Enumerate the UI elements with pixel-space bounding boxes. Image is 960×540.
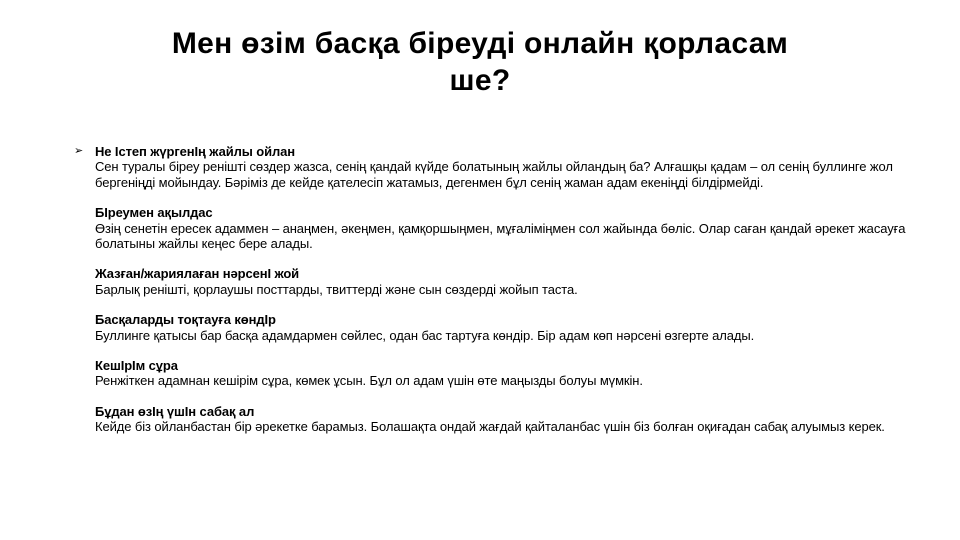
section-heading-text: Бұдан өзІң үшІн сабақ ал (95, 403, 255, 419)
section-learn-your-lesson (95, 404, 913, 435)
section-body: Кейде біз ойланбастан бір әрекетке барамыз. Болашақта ондай жағдай қайталанбас үшін біз болған оқиғадан сабақ алуымыз керек. (95, 419, 885, 435)
section-body: Өзің сенетін ересек адаммен – анаңмен, әкеңмен, қамқоршыңмен, мұғаліміңмен сол жайында бөліс. Олар саған қандай әрекет жасауға болатыны жайлы кеңес бере алады. (95, 220, 906, 252)
section-heading-text: БІреумен ақылдас (95, 205, 213, 221)
section-heading-text: Жазған/жариялаған нәрсенІ жой (95, 266, 300, 282)
section-body: Ренжіткен адамнан кешірім сұра, көмек ұсын. Бұл ол адам үшін өте маңызды болуы мүмкін. (95, 373, 643, 389)
arrow-bullet-icon: ➢ (74, 145, 84, 157)
section-heading (95, 205, 913, 220)
section-body: Буллинге қатысы бар басқа адамдармен сөйлес, одан бас тартуға көндір. Бір адам көп нәрсені өзгерте алады. (95, 327, 755, 343)
section-body: Барлық ренішті, қорлаушы посттарды, твиттерді және сын сөздерді жойып таста. (95, 281, 578, 297)
section-heading (74, 144, 913, 159)
section-heading (95, 404, 913, 419)
section-heading (95, 358, 913, 373)
section-heading (95, 266, 913, 281)
section-convince-others-to-stop (95, 312, 913, 343)
section-talk-to-someone (95, 205, 913, 251)
section-heading-text: Басқаларды тоқтауға көндІр (95, 312, 276, 328)
slide-title-line-2: ше? (449, 63, 511, 97)
section-delete-posts (95, 266, 913, 297)
section-heading-text: Не Істеп жүргенІң жайлы ойлан (95, 144, 296, 159)
section-apologize (95, 358, 913, 389)
slide-body-text-block (74, 144, 913, 435)
slide-title (0, 0, 960, 100)
section-heading (95, 312, 913, 327)
section-think-about-actions (74, 144, 913, 190)
section-body: Сен туралы біреу ренішті сөздер жазса, сенің қандай күйде болатының жайлы ойландың ба? Алғашқы қадам – ол сенің буллинге жол бергеніңді мойындау. Бәріміз де кейде қателесіп жатамыз, дегенмен бұл сенің жаман адам екеніңді білдірмейді. (95, 159, 893, 190)
section-heading-text: КешІрІм сұра (95, 358, 178, 374)
slide-title-line-1: Мен өзім басқа біреуді онлайн қорласам (171, 27, 789, 60)
